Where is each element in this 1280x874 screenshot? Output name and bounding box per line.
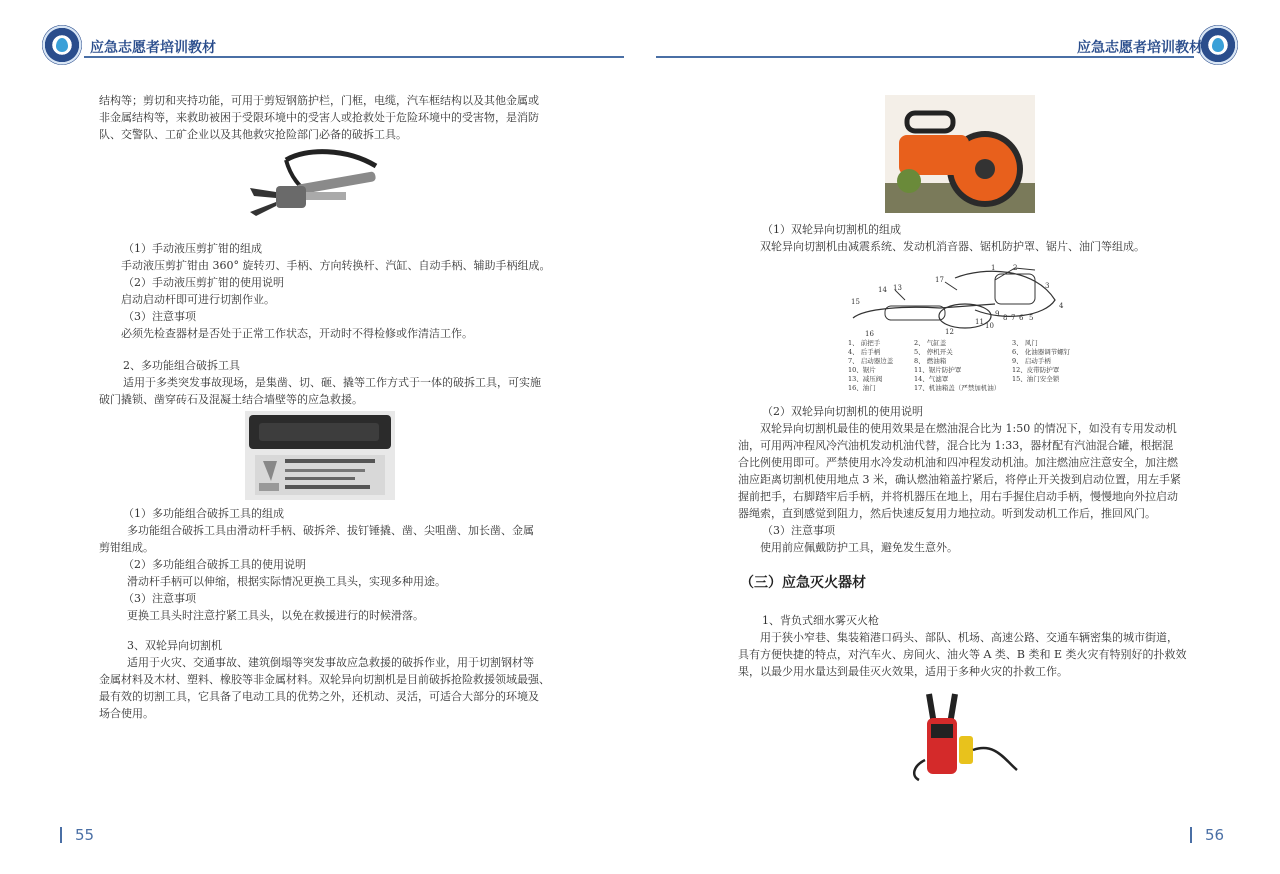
legend-row bbox=[848, 348, 1078, 357]
header-logo-right bbox=[1198, 25, 1238, 65]
text-line: 结构等；剪切和夹持功能，可用于剪短钢筋护栏，门框，电缆，汽车框结构以及其他金属或 bbox=[99, 94, 539, 107]
legend-item: 10、锯片 bbox=[848, 366, 876, 374]
text-line: 非金属结构等，来救助被困于受限环境中的受害人或抢救处于危险环境中的受害物，是消防 bbox=[99, 111, 539, 124]
legend-item: 15、油门安全锁 bbox=[1012, 375, 1060, 383]
left-block-saw bbox=[99, 637, 549, 722]
header-rule-left bbox=[84, 56, 624, 58]
legend-row bbox=[848, 339, 1078, 348]
running-title-right: 应急志愿者培训教材 bbox=[1077, 40, 1203, 56]
diagram-number: 14 bbox=[878, 286, 887, 294]
left-block-multitool bbox=[99, 357, 549, 408]
multitool-composition-heading: （1）多功能组合破拆工具的组成 bbox=[123, 507, 284, 520]
diagram-number: 16 bbox=[865, 330, 874, 338]
right-block-water-mist bbox=[738, 612, 1188, 680]
cutter-composition-heading: （1）手动液压剪扩钳的组成 bbox=[123, 242, 262, 255]
page-number-right: 56 bbox=[1205, 826, 1225, 844]
diagram-number: 5 bbox=[1029, 314, 1034, 322]
legend-row bbox=[848, 384, 1078, 393]
diagram-number: 13 bbox=[893, 284, 902, 292]
legend-item: 2、 气缸盖 bbox=[914, 339, 947, 347]
left-block-cutter bbox=[99, 240, 549, 342]
legend-item: 16、油门 bbox=[848, 384, 876, 392]
cutter-notes-text: 必须先检查器材是否处于正常工作状态，开动时不得检修或作清洁工作。 bbox=[121, 327, 473, 340]
saw-notes-heading: （3）注意事项 bbox=[762, 524, 835, 537]
diagram-number: 11 bbox=[975, 318, 984, 326]
running-title-left: 应急志愿者培训教材 bbox=[90, 40, 216, 56]
diagram-number: 1 bbox=[991, 264, 996, 272]
diagram-number: 12 bbox=[945, 328, 954, 336]
text-line: 握前把手，右脚踏牢后手柄，并将机器压在地上，用右手握住启动手柄，慢慢地向外拉启动 bbox=[738, 490, 1178, 503]
text-line: 适用于多类突发事故现场，是集凿、切、砸、撬等工作方式于一体的破拆工具，可实施 bbox=[123, 376, 541, 389]
legend-item: 8、 燃油箱 bbox=[914, 357, 947, 365]
legend-item: 3、 风门 bbox=[1012, 339, 1038, 347]
saw-parts-legend bbox=[848, 339, 1078, 393]
diagram-number: 3 bbox=[1045, 282, 1050, 290]
saw-photo bbox=[885, 95, 1035, 213]
right-block-saw-composition bbox=[738, 221, 1188, 255]
header-logo-left bbox=[42, 25, 82, 65]
text-line: 油应距离切割机使用地点 3 米，确认燃油箱盖拧紧后，将停止开关拨到启动位置，用左手紧 bbox=[738, 473, 1181, 486]
diagram-number: 7 bbox=[1011, 314, 1016, 322]
cutter-composition-text: 手动液压剪扩钳由 360° 旋转刃、手柄、方向转换杆、汽缸、自动手柄、辅助手柄组成。 bbox=[121, 259, 551, 272]
legend-item: 5、 停机开关 bbox=[914, 348, 953, 356]
legend-item: 13、减压阀 bbox=[848, 375, 883, 383]
multitool-heading: 2、多功能组合破拆工具 bbox=[123, 359, 240, 372]
page-number-bar-left bbox=[60, 827, 62, 843]
text-line: 油，可用两冲程风冷汽油机发动机油代替，混合比为 1:33，器材配有汽油混合罐，根据混 bbox=[738, 439, 1174, 452]
saw-notes-text: 使用前应佩戴防护工具，避免发生意外。 bbox=[760, 541, 958, 554]
saw-usage-heading: （2）双轮异向切割机的使用说明 bbox=[762, 405, 923, 418]
text-line: 器绳索，直到感觉到阻力，然后快速反复用力地拉动。听到发动机工作后，推回风门。 bbox=[738, 507, 1156, 520]
left-block-multitool-details bbox=[99, 505, 549, 624]
legend-item: 11、锯片防护罩 bbox=[914, 366, 962, 374]
diagram-number: 2 bbox=[1013, 264, 1018, 272]
text-line: 具有方便快捷的特点，对汽车火、房间火、油火等 A 类、B 类和 E 类火灾有特别好的扑救效 bbox=[738, 648, 1187, 661]
text-line: 金属材料及木材、塑料、橡胶等非金属材料。双轮异向切割机是目前破拆抢险救援领域最强、 bbox=[99, 673, 550, 686]
diagram-number: 4 bbox=[1059, 302, 1064, 310]
legend-item: 17、机油箱盖（严禁加机油） bbox=[914, 384, 1001, 392]
diagram-number: 6 bbox=[1019, 314, 1024, 322]
text-line: 双轮异向切割机最佳的使用效果是在燃油混合比为 1:50 的情况下，如没有专用发动机 bbox=[760, 422, 1177, 435]
legend-row bbox=[848, 366, 1078, 375]
diagram-number: 9 bbox=[995, 310, 1000, 318]
saw-composition-text: 双轮异向切割机由减震系统、发动机消音器、锯机防护罩、锯片、油门等组成。 bbox=[760, 240, 1145, 253]
saw-heading: 3、双轮异向切割机 bbox=[127, 639, 222, 652]
header-rule-right bbox=[656, 56, 1194, 58]
diagram-number: 8 bbox=[1003, 314, 1008, 322]
text-line: 合比例使用即可。严禁使用水冷发动机油和四冲程发动机油。加注燃油应注意安全，加注燃 bbox=[738, 456, 1178, 469]
diagram-number: 15 bbox=[851, 298, 860, 306]
multitool-kit-image bbox=[245, 411, 395, 500]
legend-row bbox=[848, 375, 1078, 384]
text-line: 破门撬锁、凿穿砖石及混凝土结合墙壁等的应急救援。 bbox=[99, 393, 363, 406]
saw-parts-diagram bbox=[845, 260, 1075, 338]
section-title-fire-equipment: （三）应急灭火器材 bbox=[740, 575, 866, 591]
multitool-notes-text: 更换工具头时注意拧紧工具头，以免在救援进行的时候滑落。 bbox=[127, 609, 424, 622]
backpack-extinguisher-image bbox=[905, 690, 1020, 785]
text-line: 用于狭小窄巷、集装箱港口码头、部队、机场、高速公路、交通车辆密集的城市街道， bbox=[760, 631, 1178, 644]
legend-item: 4、 后手柄 bbox=[848, 348, 881, 356]
hydraulic-cutter-image bbox=[246, 148, 388, 230]
legend-item: 6、 化油器调节螺钉 bbox=[1012, 348, 1071, 356]
water-mist-heading: 1、背负式细水雾灭火枪 bbox=[762, 614, 879, 627]
page-number-left: 55 bbox=[75, 826, 95, 844]
cutter-usage-heading: （2）手动液压剪扩钳的使用说明 bbox=[123, 276, 284, 289]
cutter-notes-heading: （3）注意事项 bbox=[123, 310, 196, 323]
legend-item: 14、气滤罩 bbox=[914, 375, 949, 383]
multitool-notes-heading: （3）注意事项 bbox=[123, 592, 196, 605]
multitool-usage-text: 滑动杆手柄可以伸缩，根据实际情况更换工具头，实现多种用途。 bbox=[127, 575, 446, 588]
text-line: 多功能组合破拆工具由滑动杆手柄、破拆斧、拔钉锤撬、凿、尖咀凿、加长凿、金属 bbox=[127, 524, 534, 537]
text-line: 适用于火灾、交通事故、建筑倒塌等突发事故应急救援的破拆作业，用于切割钢材等 bbox=[127, 656, 534, 669]
legend-item: 12、皮带防护罩 bbox=[1012, 366, 1060, 374]
legend-item: 7、 启动器边盖 bbox=[848, 357, 894, 365]
text-line: 最有效的切割工具，它具备了电动工具的优势之外，还机动、灵活，可适合大部分的环境及 bbox=[99, 690, 539, 703]
text-line: 队、交警队、工矿企业以及其他救灾抢险部门必备的破拆工具。 bbox=[99, 128, 407, 141]
legend-item: 1、 前把手 bbox=[848, 339, 881, 347]
legend-item: 9、 启动手柄 bbox=[1012, 357, 1051, 365]
cutter-usage-text: 启动启动杆即可进行切割作业。 bbox=[121, 293, 275, 306]
diagram-number: 17 bbox=[935, 276, 944, 284]
saw-composition-heading: （1）双轮异向切割机的组成 bbox=[762, 223, 901, 236]
diagram-number: 10 bbox=[985, 322, 994, 330]
right-block-saw-usage bbox=[738, 403, 1188, 556]
multitool-usage-heading: （2）多功能组合破拆工具的使用说明 bbox=[123, 558, 306, 571]
legend-row bbox=[848, 357, 1078, 366]
page-number-bar-right bbox=[1190, 827, 1192, 843]
left-para-1 bbox=[99, 92, 549, 143]
text-line: 果，以最少用水量达到最佳灭火效果，适用于多种火灾的扑救工作。 bbox=[738, 665, 1068, 678]
text-line: 剪钳组成。 bbox=[99, 541, 154, 554]
text-line: 场合使用。 bbox=[99, 707, 154, 720]
